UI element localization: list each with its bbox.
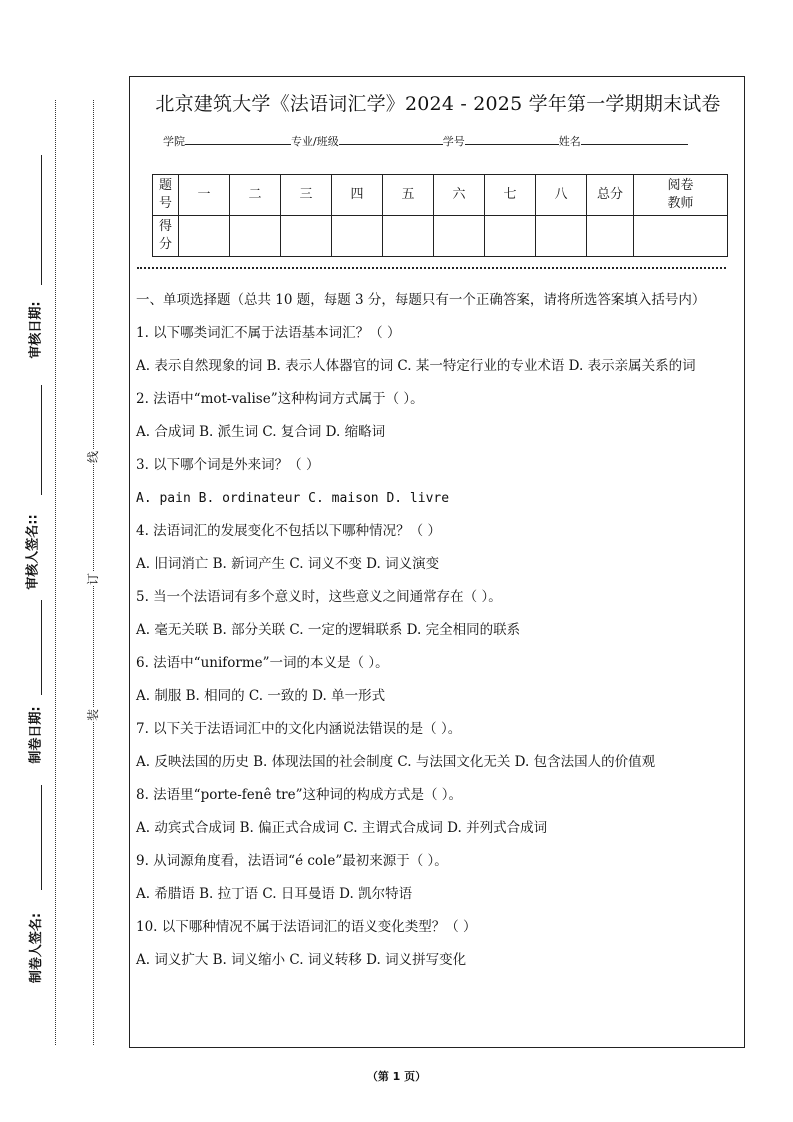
header-cell: 三	[281, 175, 332, 216]
question-8-options: A. 动宾式合成词 B. 偏正式合成词 C. 主谓式合成词 D. 并列式合成词	[136, 820, 548, 836]
score-table-score-row	[153, 216, 728, 257]
header-cell: 一	[179, 175, 230, 216]
header-cell-total: 总分	[587, 175, 634, 216]
question-10: 10. 以下哪种情况不属于法语词汇的语义变化类型？（ ）	[136, 919, 477, 935]
binding-mark-zhuang: 装	[86, 708, 101, 722]
student-info-row	[163, 133, 688, 149]
page-number: （第 1 页）	[366, 1070, 427, 1083]
score-cell[interactable]	[281, 216, 332, 257]
question-4-options: A. 旧词消亡 B. 新词产生 C. 词义不变 D. 词义演变	[136, 556, 440, 572]
question-6-options: A. 制服 B. 相同的 C. 一致的 D. 单一形式	[136, 688, 386, 704]
review-date-blank	[41, 155, 42, 285]
score-table	[152, 174, 728, 257]
score-cell[interactable]	[332, 216, 383, 257]
college-label: 学院	[163, 135, 185, 148]
header-cell: 八	[536, 175, 587, 216]
question-2: 2. 法语中“mot-valise”这种构词方式属于（ ）。	[136, 391, 424, 407]
student-id-field[interactable]	[465, 133, 559, 145]
exam-frame	[129, 76, 745, 1048]
make-date-blank	[41, 600, 42, 695]
question-5: 5. 当一个法语词有多个意义时，这些意义之间通常存在（ ）。	[136, 589, 502, 605]
college-field[interactable]	[185, 133, 291, 145]
score-cell-grader[interactable]	[634, 216, 728, 257]
score-table-header-row	[153, 175, 728, 216]
score-cell-total[interactable]	[587, 216, 634, 257]
maker-signature-label: 制卷人签名:	[29, 912, 45, 984]
question-7-options: A. 反映法国的历史 B. 体现法国的社会制度 C. 与法国文化无关 D. 包含法国人的价值观	[136, 754, 656, 770]
header-cell: 四	[332, 175, 383, 216]
score-cell[interactable]	[179, 216, 230, 257]
header-cell-score: 得分	[153, 216, 179, 257]
student-id-label: 学号	[442, 135, 465, 148]
header-cell: 五	[383, 175, 434, 216]
header-cell-grader: 阅卷 教师	[634, 175, 728, 216]
make-date-label: 制卷日期:	[28, 706, 44, 764]
question-9: 9. 从词源角度看，法语词“é cole”最初来源于（ ）。	[136, 853, 448, 869]
question-section	[136, 290, 740, 971]
name-field[interactable]	[581, 133, 688, 145]
question-4: 4. 法语词汇的发展变化不包括以下哪种情况？（ ）	[136, 523, 441, 539]
score-cell[interactable]	[230, 216, 281, 257]
major-label: 专业/班级	[291, 135, 339, 148]
question-1: 1. 以下哪类词汇不属于法语基本词汇？（ ）	[136, 325, 401, 341]
header-cell-question-no: 题号	[153, 175, 179, 216]
reviewer-signature-blank	[41, 385, 42, 495]
header-cell: 二	[230, 175, 281, 216]
score-cell[interactable]	[536, 216, 587, 257]
name-label: 姓名	[558, 135, 581, 148]
header-cell: 七	[485, 175, 536, 216]
section-heading: 一、单项选择题（总共 10 题，每题 3 分，每题只有一个正确答案，请将所选答案填入括号内）	[136, 292, 706, 308]
header-cell: 六	[434, 175, 485, 216]
review-date-label: 审核日期:	[28, 301, 44, 359]
score-cell[interactable]	[485, 216, 536, 257]
question-6: 6. 法语中“uniforme”一词的本义是（ ）。	[136, 655, 389, 671]
score-cell[interactable]	[383, 216, 434, 257]
reviewer-signature-label: 审核人签名::	[25, 514, 41, 590]
score-cell[interactable]	[434, 216, 485, 257]
exam-title: 北京建筑大学《法语词汇学》2024 - 2025 学年第一学期期末试卷	[155, 93, 721, 115]
question-8: 8. 法语里“porte-fenê tre”这种词的构成方式是（ ）。	[136, 787, 463, 803]
binding-mark-line: 线	[86, 450, 101, 464]
question-2-options: A. 合成词 B. 派生词 C. 复合词 D. 缩略词	[136, 424, 386, 440]
question-9-options: A. 希腊语 B. 拉丁语 C. 日耳曼语 D. 凯尔特语	[136, 886, 413, 902]
maker-signature-blank	[41, 785, 42, 890]
question-3: 3. 以下哪个词是外来词？（ ）	[136, 457, 320, 473]
binding-dotted-line-outer	[55, 100, 56, 1045]
question-5-options: A. 毫无关联 B. 部分关联 C. 一定的逻辑联系 D. 完全相同的联系	[136, 622, 521, 638]
question-1-options: A. 表示自然现象的词 B. 表示人体器官的词 C. 某一特定行业的专业术语 D. 表示亲属关系的词	[136, 358, 696, 374]
question-10-options: A. 词义扩大 B. 词义缩小 C. 词义转移 D. 词义拼写变化	[136, 952, 467, 968]
major-field[interactable]	[339, 133, 443, 145]
question-3-options: A. pain B. ordinateur C. maison D. livre	[136, 491, 450, 506]
question-7: 7. 以下关于法语词汇中的文化内涵说法错误的是（ ）。	[136, 721, 462, 737]
dotted-divider	[137, 267, 726, 269]
binding-mark-ding: 订	[86, 572, 101, 586]
